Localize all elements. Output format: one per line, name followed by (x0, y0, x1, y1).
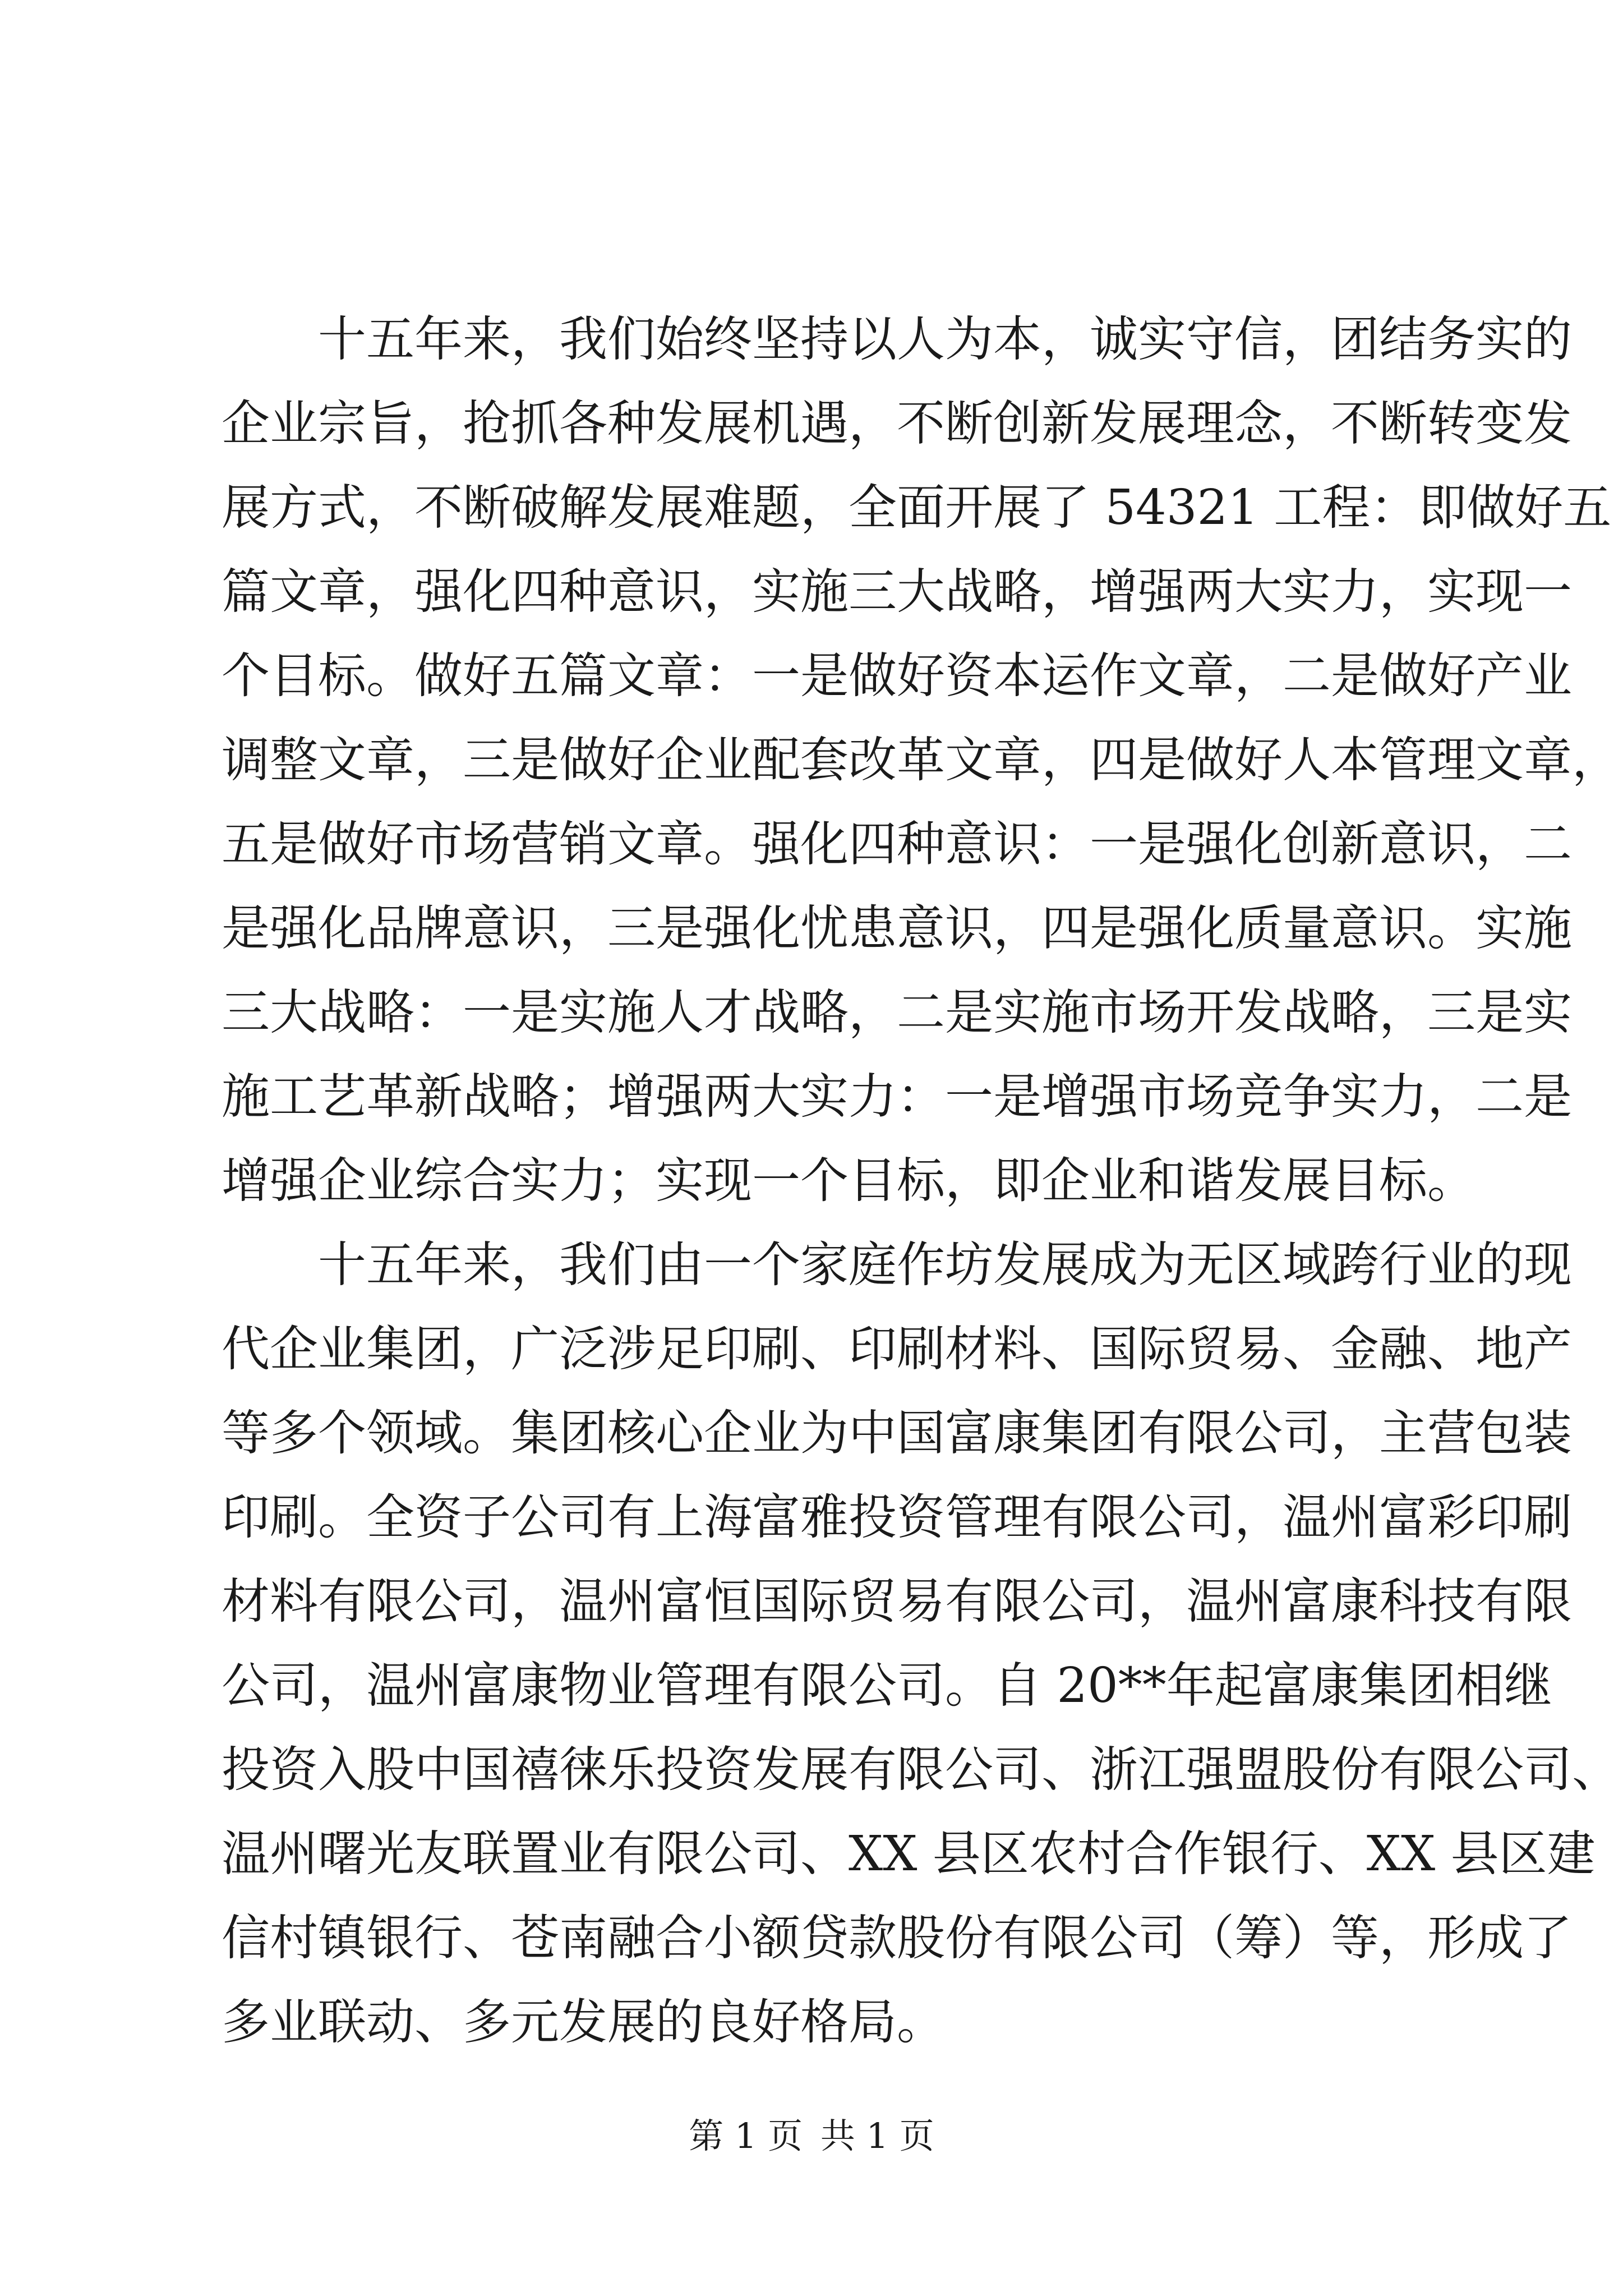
paragraph-line: 篇文章，强化四种意识，实施三大战略，增强两大实力，实现一 (222, 564, 1572, 620)
paragraph-line: 增强企业综合实力；实现一个目标，即企业和谐发展目标。 (222, 1153, 1476, 1209)
paragraph-line: 材料有限公司，温州富恒国际贸易有限公司，温州富康科技有限 (222, 1573, 1572, 1630)
page-number: 第 1 页 (689, 2115, 803, 2156)
page-footer (0, 2114, 1623, 2159)
paragraph-line: 温州曙光友联置业有限公司、XX 县区农村合作银行、XX 县区建 (222, 1826, 1596, 1882)
paragraph-line: 是强化品牌意识，三是强化忧患意识，四是强化质量意识。实施 (222, 900, 1572, 956)
paragraph-line: 代企业集团，广泛涉足印刷、印刷材料、国际贸易、金融、地产 (222, 1321, 1572, 1377)
paragraph-line: 十五年来，我们始终坚持以人为本，诚实守信，团结务实的 (318, 311, 1572, 367)
paragraph-line: 印刷。全资子公司有上海富雅投资管理有限公司，温州富彩印刷 (222, 1489, 1572, 1545)
paragraph-line: 三大战略：一是实施人才战略，二是实施市场开发战略，三是实 (222, 984, 1572, 1041)
paragraph-line: 施工艺革新战略；增强两大实力：一是增强市场竞争实力，二是 (222, 1069, 1572, 1125)
page-total: 共 1 页 (820, 2115, 934, 2156)
paragraph-line: 十五年来，我们由一个家庭作坊发展成为无区域跨行业的现 (318, 1237, 1572, 1293)
paragraph-line: 公司，温州富康物业管理有限公司。自 20**年起富康集团相继 (222, 1658, 1552, 1714)
paragraph-line: 信村镇银行、苍南融合小额贷款股份有限公司（筹）等，形成了 (222, 1910, 1572, 1966)
paragraph-line: 五是做好市场营销文章。强化四种意识：一是强化创新意识，二 (222, 816, 1572, 872)
paragraph-2 (222, 1223, 1620, 2064)
paragraph-line: 多业联动、多元发展的良好格局。 (222, 1994, 945, 2050)
document-body (222, 297, 1620, 2064)
paragraph-line: 等多个领域。集团核心企业为中国富康集团有限公司，主营包装 (222, 1405, 1572, 1461)
paragraph-line: 个目标。做好五篇文章：一是做好资本运作文章，二是做好产业 (222, 648, 1572, 704)
paragraph-line: 调整文章，三是做好企业配套改革文章，四是做好人本管理文章， (222, 732, 1620, 788)
paragraph-1 (222, 297, 1620, 1223)
paragraph-line: 展方式，不断破解发展难题，全面开展了 54321 工程：即做好五 (222, 480, 1612, 536)
paragraph-line: 企业宗旨，抢抓各种发展机遇，不断创新发展理念，不断转变发 (222, 395, 1572, 452)
paragraph-line: 投资入股中国禧徕乐投资发展有限公司、浙江强盟股份有限公司、 (222, 1742, 1620, 1798)
